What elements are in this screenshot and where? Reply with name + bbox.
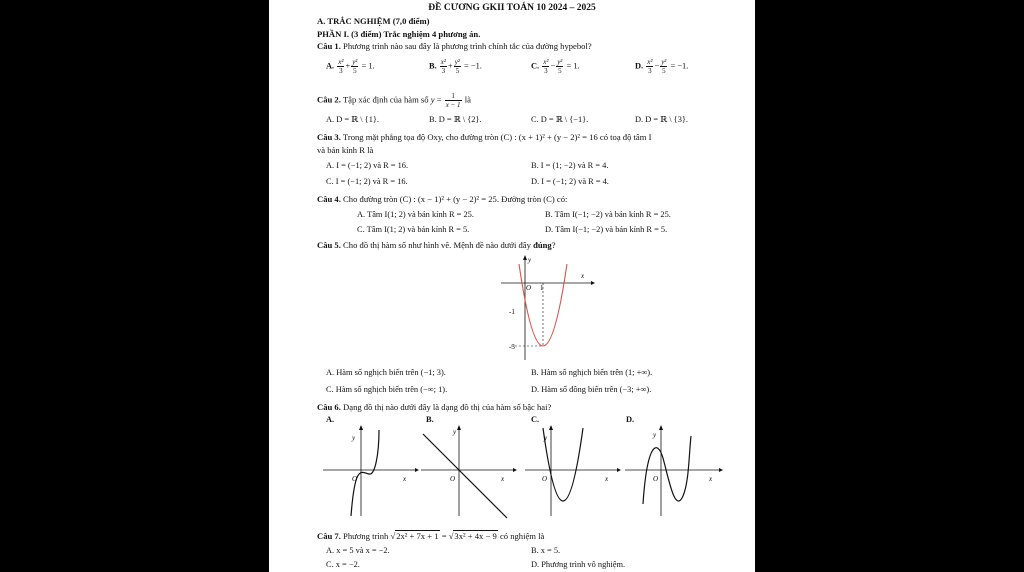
q1-option-d-label: D. <box>635 61 644 71</box>
question-2: Câu 2. Tập xác định của hàm số y = $\frac{1}{x - 1}$ là <box>317 92 471 109</box>
x-axis-arrow <box>617 468 621 472</box>
question-6-text: Dạng đồ thị nào dưới đây là dạng đồ thị của hàm số bậc hai? <box>343 402 552 412</box>
q1-option-c-label: C. <box>531 61 540 71</box>
y-axis-arrow <box>457 425 461 430</box>
q5-option-c: C. Hàm số nghịch biến trên (−∞; 1). <box>326 385 448 394</box>
question-4 <box>317 194 567 205</box>
y-axis-label: y <box>653 431 657 439</box>
x-axis-label: x <box>501 475 505 483</box>
q7-option-c: C. x = −2. <box>326 560 360 569</box>
q1-option-d-rhs: = −1. <box>670 61 689 71</box>
question-7-label: Câu 7. <box>317 531 341 541</box>
origin-label: O <box>526 284 532 292</box>
fraction: $\frac{\text{x²}}{3}$ <box>440 58 446 75</box>
q6-option-a-label: A. <box>326 415 335 424</box>
q7-eq-left: 2x² + 7x + 1 <box>396 531 439 541</box>
q1-option-b: B. $\frac{\text{x²}}{3}$ + $\frac{\text{y²}}{5}$ = −1. <box>429 58 482 75</box>
question-5-label: Câu 5. <box>317 240 341 250</box>
q5-parabola-graph <box>495 252 595 364</box>
question-7-suffix: có nghiệm là <box>499 531 545 541</box>
question-3 <box>317 132 651 143</box>
fraction: $\frac{1}{x - 1}$ <box>445 92 461 109</box>
q7-option-d: D. Phương trình vô nghiệm. <box>531 560 626 569</box>
q1-option-b-rhs: = −1. <box>464 61 482 71</box>
question-1-text: Phương trình nào sau đây là phương trình chính tắc của đường hypebol? <box>343 41 592 51</box>
question-6 <box>317 402 551 413</box>
q5-option-d: D. Hàm số đồng biến trên (−3; +∞). <box>531 385 652 394</box>
question-7: Câu 7. Phương trình √2x² + 7x + 1 = √3x² + 4x − 9 có nghiệm là <box>317 531 545 541</box>
q4-option-c: C. Tâm I(1; 2) và bán kính R = 5. <box>357 225 470 234</box>
x-axis-arrow <box>591 281 595 285</box>
fraction: $\frac{\text{y²}}{5}$ <box>661 58 667 75</box>
q6-graph-a <box>321 424 419 520</box>
fraction: $\frac{\text{x²}}{3}$ <box>338 58 344 75</box>
origin-label: O <box>352 475 358 483</box>
part-1-heading: PHẦN I. (3 điểm) Trắc nghiệm 4 phương án. <box>317 29 481 39</box>
q1-option-c: C. $\frac{\text{x²}}{3}$ − $\frac{\text{y²}}{5}$ = 1. <box>531 58 580 75</box>
q6-option-b-label: B. <box>426 415 434 424</box>
fraction: $\frac{\text{y²}}{5}$ <box>352 58 358 75</box>
q2-option-b: B. D = ℝ \ {2}. <box>429 115 482 124</box>
q5-option-a: A. Hàm số nghịch biến trên (−1; 3). <box>326 368 446 377</box>
q1-option-c-rhs: = 1. <box>566 61 580 71</box>
q6-option-c-label: C. <box>531 415 540 424</box>
y-axis-arrow <box>359 425 363 430</box>
y-axis-arrow <box>523 255 527 260</box>
q2-option-c: C. D = ℝ \ {−1}. <box>531 115 589 124</box>
q1-option-a-label: A. <box>326 61 335 71</box>
q3-option-a: A. I = (−1; 2) và R = 16. <box>326 161 409 170</box>
parabola-curve <box>543 428 583 501</box>
y-axis-label: y <box>544 434 548 442</box>
question-2-suffix: là <box>464 94 471 105</box>
question-4-label: Câu 4. <box>317 194 341 204</box>
q5-option-b: B. Hàm số nghịch biến trên (1; +∞). <box>531 368 653 377</box>
section-a-heading: A. TRẮC NGHIỆM (7,0 điểm) <box>317 16 430 26</box>
q3-option-c: C. I = (−1; 2) và R = 16. <box>326 177 408 186</box>
q1-option-b-label: B. <box>429 61 437 71</box>
q7-option-a: A. x = 5 và x = −2. <box>326 546 390 555</box>
question-3-label: Câu 3. <box>317 132 341 142</box>
origin-label: O <box>653 475 659 483</box>
question-3-text-2: và bán kính R là <box>317 145 374 155</box>
y-axis-label: y <box>352 434 356 442</box>
question-5-text: Cho đồ thị hàm số như hình vẽ. Mệnh đề nào dưới đây <box>343 240 531 250</box>
x-axis-label: x <box>605 475 609 483</box>
origin-label: O <box>450 475 456 483</box>
cubic-curve <box>351 430 379 516</box>
q4-option-d: D. Tâm I(−1; −2) và bán kính R = 5. <box>545 225 668 234</box>
q6-graph-b <box>419 424 517 520</box>
q3-option-d: D. I = (−1; 2) và R = 4. <box>531 177 609 186</box>
y-axis-label: y <box>528 256 532 264</box>
q6-graph-c <box>523 424 621 520</box>
x-axis-label: x <box>403 475 407 483</box>
q7-eq-right: 3x² + 4x − 9 <box>454 531 497 541</box>
fraction: $\frac{\text{y²}}{5}$ <box>557 58 563 75</box>
y-tick-label-minus-3: -3 <box>509 343 515 351</box>
q1-option-a-rhs: = 1. <box>361 61 375 71</box>
y-axis-label: y <box>453 428 457 436</box>
page-title: ĐỀ CƯƠNG GKII TOÁN 10 2024 – 2025 <box>428 3 596 13</box>
q2-option-a: A. D = ℝ \ {1}. <box>326 115 379 124</box>
q6-graph-d <box>623 424 723 520</box>
question-7-text: Phương trình <box>343 531 389 541</box>
x-axis-arrow <box>719 468 723 472</box>
y-axis-arrow <box>549 425 553 430</box>
q2-option-d: D. D = ℝ \ {3}. <box>635 115 688 124</box>
q6-option-d-label: D. <box>626 415 635 424</box>
q7-option-b: B. x = 5. <box>531 546 561 555</box>
question-6-label: Câu 6. <box>317 402 341 412</box>
exam-page <box>269 0 755 572</box>
q1-option-d: D. $\frac{\text{x²}}{3}$ − $\frac{\text{y²}}{5}$ = −1. <box>635 58 689 75</box>
q3-option-b: B. I = (1; −2) và R = 4. <box>531 161 609 170</box>
fraction: $\frac{\text{x²}}{3}$ <box>647 58 653 75</box>
question-1-label: Câu 1. <box>317 41 341 51</box>
y-axis-arrow <box>659 425 663 430</box>
question-3-text: Trong mặt phẳng tọa độ Oxy, cho đường tròn (C) : (x + 1)² + (y − 2)² = 16 có toạ độ tâm I <box>342 132 652 142</box>
q1-option-a: A. $\frac{\text{x²}}{3}$ + $\frac{\text{y²}}{5}$ = 1. <box>326 58 375 75</box>
question-4-text: Cho đường tròn (C) : (x − 1)² + (y − 2)² = 25. Đường tròn (C) có: <box>343 194 568 204</box>
y-tick-label-minus-1: -1 <box>509 308 515 316</box>
x-axis-label: x <box>709 475 713 483</box>
x-axis-arrow <box>513 468 517 472</box>
question-5-emphasis: đúng <box>533 240 552 250</box>
x-tick-label-1: 1 <box>540 284 544 292</box>
origin-label: O <box>542 475 548 483</box>
question-1 <box>317 41 592 52</box>
question-2-text: Tập xác định của hàm số <box>342 94 429 105</box>
question-2-label: Câu 2. <box>317 94 341 105</box>
fraction: $\frac{\text{y²}}{5}$ <box>454 58 460 75</box>
question-5: Câu 5. Cho đồ thị hàm số như hình vẽ. Mệnh đề nào dưới đây đúng? <box>317 240 556 250</box>
fraction: $\frac{\text{x²}}{3}$ <box>543 58 549 75</box>
x-axis-label: x <box>581 272 585 280</box>
q4-option-a: A. Tâm I(1; 2) và bán kính R = 25. <box>357 210 474 219</box>
linear-line <box>423 434 507 518</box>
q4-option-b: B. Tâm I(−1; −2) và bán kính R = 25. <box>545 210 671 219</box>
